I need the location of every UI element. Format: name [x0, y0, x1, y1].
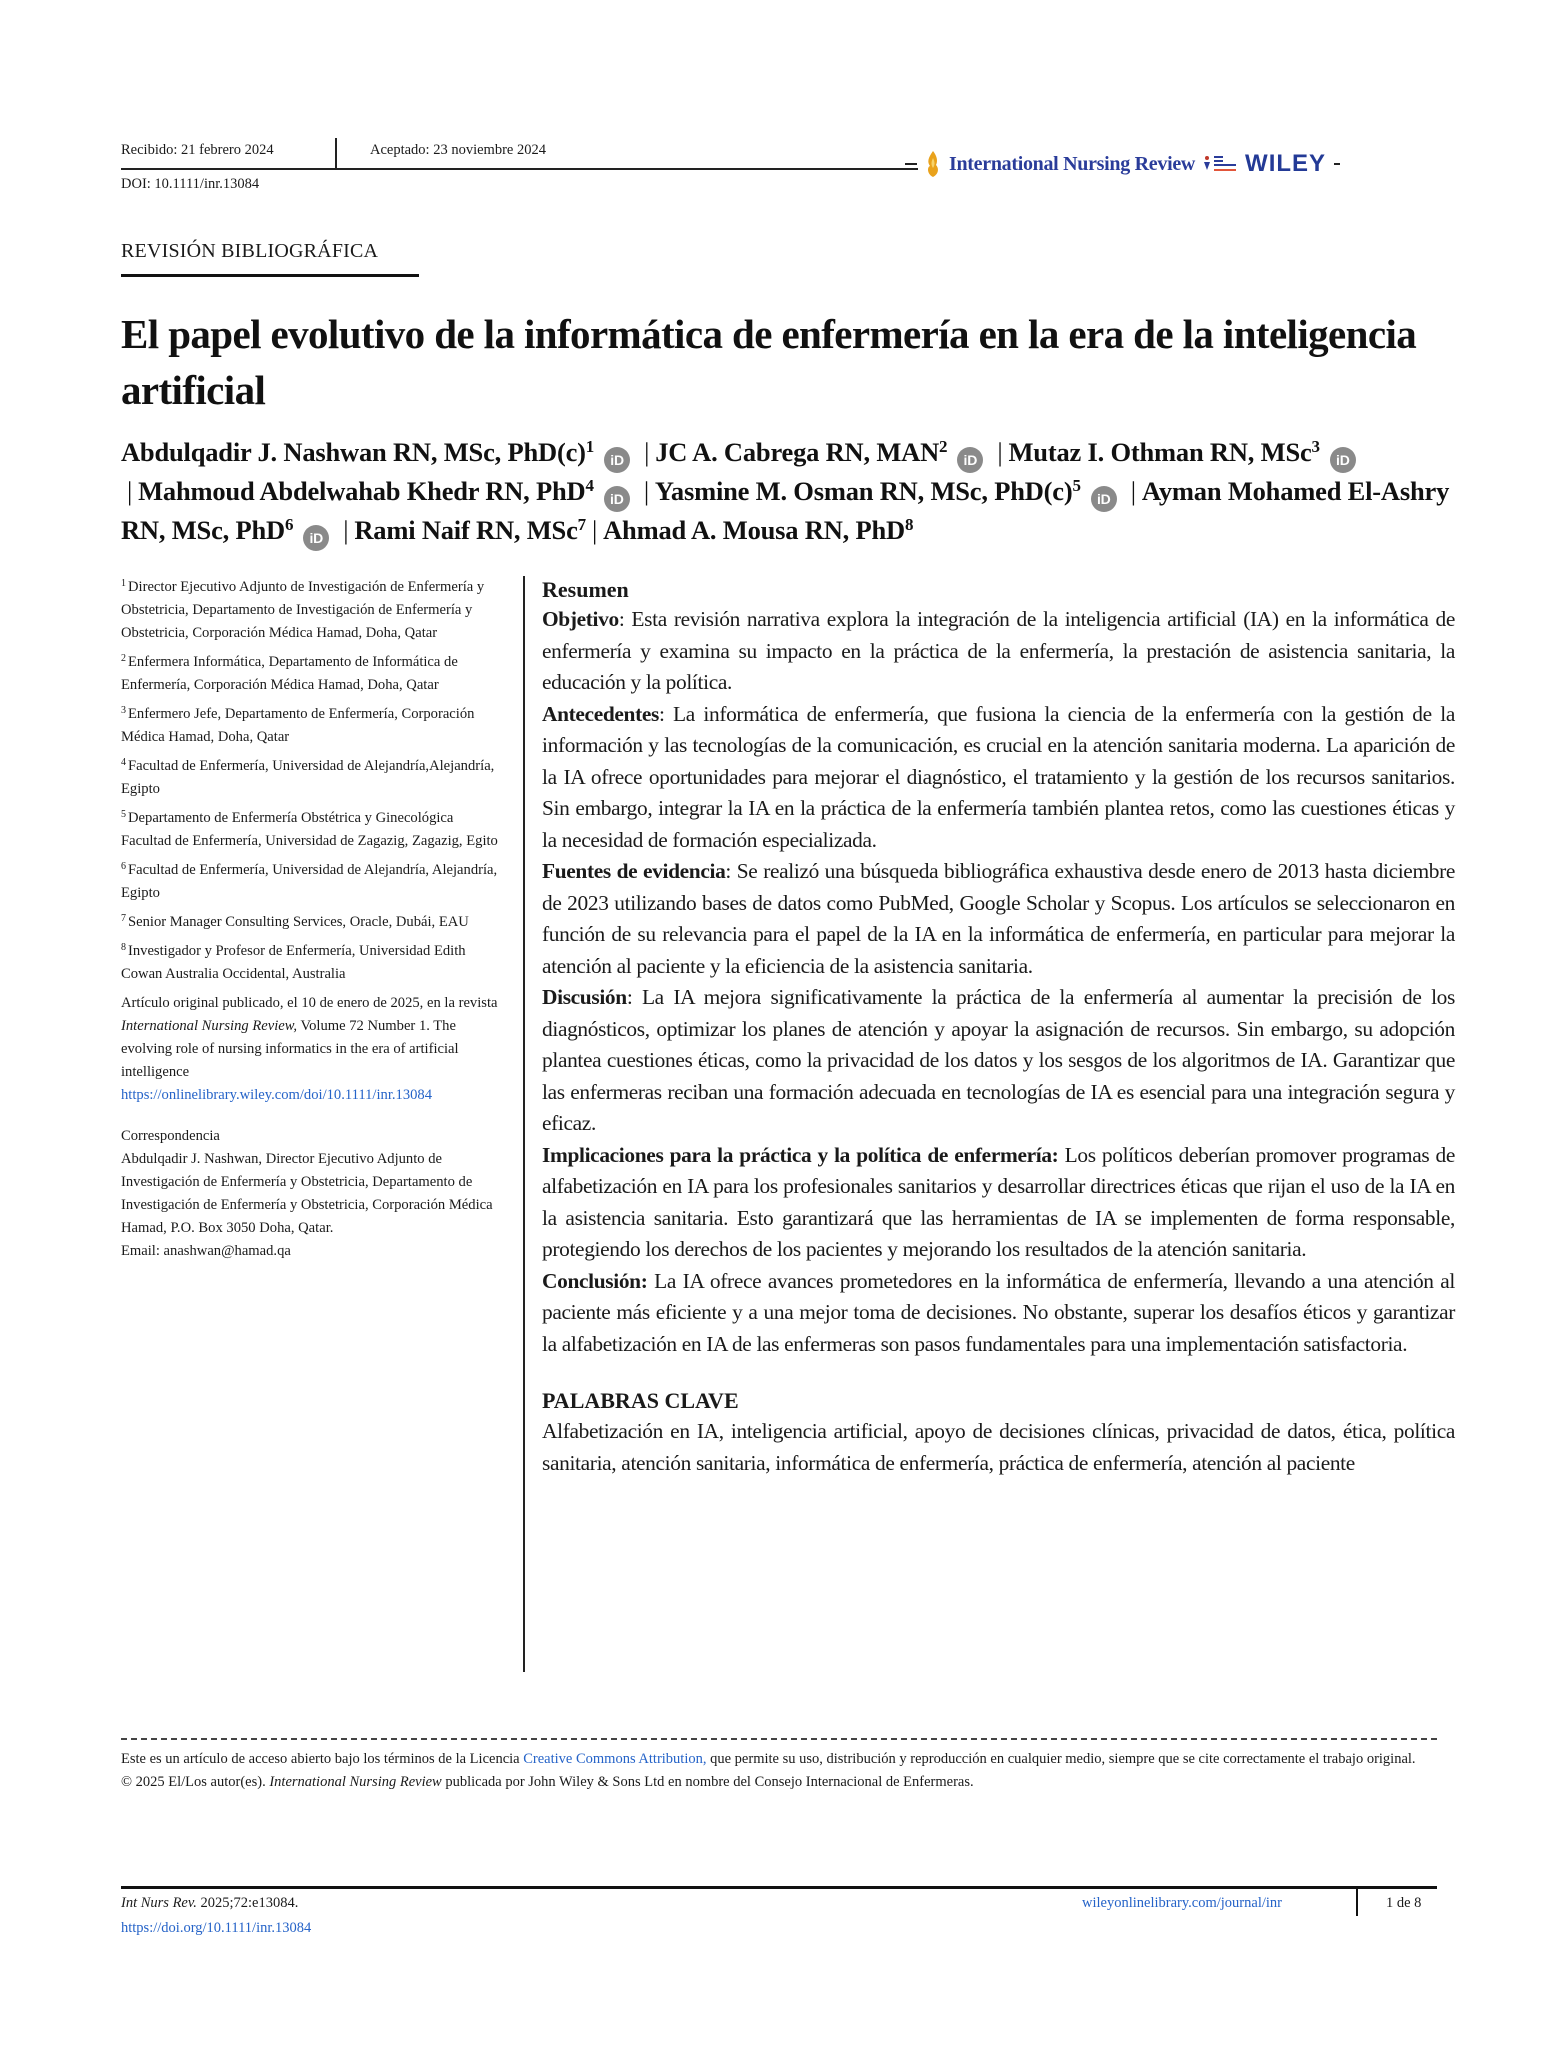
page-number: 1 de 8	[1386, 1895, 1422, 1911]
journal-name: International Nursing Review	[949, 152, 1196, 175]
abstract-section	[542, 982, 1455, 1140]
copyright-journal: International Nursing Review	[269, 1774, 442, 1790]
affiliation-text: Departamento de Enfermería Obstétrica y Ginecológica Facultad de Enfermería, Universidad de Zagazig, Zagazig, Egito	[121, 810, 498, 849]
orcid-icon[interactable]: iD	[303, 525, 329, 551]
abstract-section-text: Esta revisión narrativa explora la integración de la inteligencia artificial (IA) en la informática de enfermería y examina su impacto en la práctica de la enfermería, la prestación de asistencia sanitaria, la educación y la política.	[542, 607, 1456, 694]
keywords-heading: PALABRAS CLAVE	[542, 1388, 739, 1413]
correspondence-text: Abdulqadir J. Nashwan, Director Ejecutivo Adjunto de Investigación de Enfermería y Obstetricia, Departamento de Investigación de Enfermería y Obstetricia, Corporación Médica Hamad, P.O. Box 3050 Doha, Qatar.	[121, 1151, 493, 1236]
license-text	[121, 1748, 1437, 1771]
affiliation-text: Facultad de Enfermería, Universidad de Alejandría, Alejandría, Egipto	[121, 862, 498, 901]
author-separator: |	[997, 437, 1003, 467]
abstract-section	[542, 604, 1455, 699]
article-title: El papel evolutivo de la informática de enfermería en la era de la inteligencia artificial	[121, 311, 1417, 413]
abstract-section-text: Se realizó una búsqueda bibliográfica exhaustiva desde enero de 2013 hasta diciembre de 2023 utilizando bases de datos como PubMed, Google Scholar y Scopus. Los artículos se seleccionaron en función de su relevancia para el papel de la IA en la informática de enfermería, en particular para mejorar la atención al paciente y la eficiencia de la asistencia sanitaria.	[542, 859, 1455, 978]
orcid-icon[interactable]: iD	[1091, 486, 1117, 512]
author: JC A. Cabrega RN, MAN	[655, 437, 940, 467]
copyright-text: © 2025 El/Los autor(es).	[121, 1774, 270, 1790]
affiliation	[121, 940, 506, 986]
publication-note-journal: International Nursing Review,	[121, 1018, 298, 1034]
received-date: Recibido: 21 febrero 2024	[121, 142, 274, 158]
license-divider	[121, 1738, 1437, 1740]
abstract-section-label: Implicaciones para la práctica y la política de enfermería:	[542, 1142, 1059, 1167]
affiliation-number: 5	[121, 809, 126, 820]
abstract-section-label: Objetivo	[542, 607, 619, 631]
abstract-section-text: La IA ofrece avances prometedores en la informática de enfermería, llevando a una atención al paciente más eficiente y a una mejor toma de decisiones. No obstante, superar los desafíos éticos y garantizar la alfabetización en IA de las enfermeras son pasos fundamentales para una implementación satisfactoria.	[542, 1268, 1455, 1356]
abstract	[523, 576, 1455, 1672]
affiliation-text: Enfermera Informática, Departamento de Informática de Enfermería, Corporación Médica Hamad, Doha, Qatar	[121, 654, 458, 693]
affiliation	[121, 755, 506, 801]
affiliation-number: 2	[121, 653, 126, 664]
abstract-section-text: Los políticos deberían promover programas de alfabetización en IA para los profesionales sanitarios y desarrollar directrices éticas que rijan el uso de la IA en la asistencia sanitaria. Esto garantizará que las herramientas de IA se implementen de forma responsable, protegiendo los derechos de los pacientes y mejorando los resultados de la atención sanitaria.	[542, 1142, 1456, 1261]
publication-note-original-title: Volume 72 Number 1. The evolving role of nursing informatics in the era of artificial intelligence	[121, 1018, 459, 1080]
abstract-section-label: Discusión	[542, 985, 627, 1009]
doi: DOI: 10.1111/inr.13084	[121, 176, 260, 192]
abstract-label-separator: :	[725, 859, 737, 883]
affiliation	[121, 859, 506, 905]
affiliation	[121, 807, 506, 853]
affiliation-text: Enfermero Jefe, Departamento de Enfermería, Corporación Médica Hamad, Doha, Qatar	[121, 706, 475, 745]
accepted-date: Aceptado: 23 noviembre 2024	[370, 142, 546, 158]
author-separator: |	[643, 476, 649, 506]
creative-commons-link[interactable]: Creative Commons Attribution,	[523, 1751, 707, 1767]
affiliation-number: 3	[121, 705, 126, 716]
abstract-label-separator: :	[626, 985, 642, 1009]
author-affiliation-number: 1	[585, 437, 595, 456]
correspondence-email[interactable]: Email: anashwan@hamad.qa	[121, 1243, 291, 1259]
footer-divider	[1356, 1886, 1358, 1916]
author-affiliation-number: 7	[577, 515, 586, 534]
copyright-publisher: publicada por John Wiley & Sons Ltd en nombre del Consejo Internacional de Enfermeras.	[441, 1774, 974, 1790]
header-rule	[121, 168, 918, 170]
affiliation-text: Senior Manager Consulting Services, Oracle, Dubái, EAU	[128, 914, 469, 930]
article-type-underline	[121, 274, 419, 277]
footer-citation	[121, 1895, 298, 1912]
affiliation-number: 8	[121, 942, 126, 953]
article-type: REVISIÓN BIBLIOGRÁFICA	[121, 240, 379, 262]
abstract-section	[542, 1140, 1455, 1266]
author: Mutaz I. Othman RN, MSc	[1008, 437, 1312, 467]
author: Abdulqadir J. Nashwan RN, MSc, PhD(c)	[121, 437, 586, 467]
affiliation-text: Facultad de Enfermería, Universidad de Alejandría,Alejandría, Egipto	[121, 758, 495, 797]
author-separator: |	[644, 437, 650, 467]
affiliation	[121, 911, 506, 934]
journal-brand	[905, 150, 1340, 178]
author-separator: |	[1130, 476, 1136, 506]
affiliation-number: 6	[121, 861, 126, 872]
author-affiliation-number: 2	[939, 437, 948, 456]
abstract-heading: Resumen	[542, 577, 629, 602]
author-separator: |	[591, 515, 598, 545]
abstract-section-label: Antecedentes	[542, 701, 659, 726]
license-text-start: Este es un artículo de acceso abierto bajo los términos de la Licencia	[121, 1751, 524, 1767]
flame-logo-icon	[925, 150, 941, 178]
header-divider	[335, 138, 337, 170]
affiliations	[121, 576, 506, 986]
author-affiliation-number: 4	[585, 476, 594, 495]
footer-rule	[121, 1886, 1437, 1889]
orcid-icon[interactable]: iD	[1330, 447, 1356, 473]
correspondence	[121, 1125, 506, 1263]
abstract-section-label: Fuentes de evidencia	[542, 859, 726, 883]
affiliation	[121, 703, 506, 749]
brand-rule-left	[905, 163, 917, 165]
author-affiliation-number: 6	[284, 515, 294, 534]
abstract-label-separator: :	[658, 701, 674, 726]
footer-volume: 2025;72:e13084.	[196, 1895, 299, 1911]
author-affiliation-number: 5	[1072, 476, 1081, 495]
author-list	[121, 434, 1451, 551]
abstract-label-separator: :	[618, 607, 632, 631]
author: Ayman Mohamed El-Ashry RN, MSc, PhD	[121, 476, 1450, 545]
affiliation-number: 7	[121, 913, 126, 924]
author-affiliation-number: 8	[904, 515, 914, 534]
orcid-icon[interactable]: iD	[957, 447, 983, 473]
journal-site-link[interactable]: wileyonlinelibrary.com/journal/inr	[1082, 1895, 1282, 1911]
icn-logo-icon	[1203, 153, 1237, 175]
author-separator: |	[343, 515, 349, 545]
abstract-section-text: La informática de enfermería, que fusiona la ciencia de la enfermería con la gestión de la información y las tecnologías de la comunicación, es crucial en la atención sanitaria moderna. La aparición de la IA ofrece oportunidades para mejorar el diagnóstico, el tratamiento y la gestión de los recursos sanitarios. Sin embargo, integrar la IA en la práctica de la enfermería también plantea retos, como las cuestiones éticas y la necesidad de formación especializada.	[542, 701, 1455, 852]
author: Rami Naif RN, MSc	[354, 515, 578, 545]
affiliation-number: 1	[121, 578, 126, 589]
brand-rule-right	[1334, 163, 1340, 165]
affiliations-column	[121, 576, 506, 1263]
abstract-section	[542, 1266, 1455, 1361]
keywords-text: Alfabetización en IA, inteligencia artificial, apoyo de decisiones clínicas, privacidad de datos, ética, política sanitaria, atención sanitaria, informática de enfermería, práctica de enfermería, atención al paciente	[542, 1419, 1455, 1475]
orcid-icon[interactable]: iD	[604, 486, 630, 512]
orcid-icon[interactable]: iD	[604, 447, 630, 473]
affiliation	[121, 651, 506, 697]
footer-doi-link[interactable]: https://doi.org/10.1111/inr.13084	[121, 1920, 312, 1936]
license-text-end: que permite su uso, distribución y reproducción en cualquier medio, siempre que se cite correctamente el trabajo original.	[706, 1751, 1416, 1767]
original-article-link[interactable]: https://onlinelibrary.wiley.com/doi/10.1111/inr.13084	[121, 1087, 433, 1103]
affiliation	[121, 576, 506, 645]
abstract-sections	[542, 604, 1455, 1360]
footer-journal-abbrev: Int Nurs Rev.	[121, 1895, 197, 1911]
correspondence-heading: Correspondencia	[121, 1128, 220, 1144]
abstract-section-label: Conclusión:	[542, 1268, 648, 1293]
affiliation-text: Investigador y Profesor de Enfermería, Universidad Edith Cowan Australia Occidental, Australia	[121, 943, 466, 982]
abstract-section	[542, 699, 1455, 857]
author-separator: |	[127, 476, 133, 506]
publication-note-text: Artículo original publicado, el 10 de enero de 2025, en la revista	[121, 995, 498, 1011]
license-notice	[121, 1748, 1437, 1794]
publication-note	[121, 992, 506, 1107]
publisher-logo: WILEY	[1245, 150, 1327, 177]
author: Ahmad A. Mousa RN, PhD	[603, 515, 905, 545]
affiliation-number: 4	[121, 757, 126, 768]
author: Mahmoud Abdelwahab Khedr RN, PhD	[138, 476, 586, 506]
author: Yasmine M. Osman RN, MSc, PhD(c)	[654, 476, 1073, 506]
author-affiliation-number: 3	[1311, 437, 1320, 456]
affiliation-text: Director Ejecutivo Adjunto de Investigación de Enfermería y Obstetricia, Departamento de Investigación de Enfermería y Obstetricia, Corporación Médica Hamad, Doha, Qatar	[121, 579, 485, 641]
abstract-section-text: La IA mejora significativamente la práctica de la enfermería al aumentar la precisión de los diagnósticos, optimizar los planes de atención y apoyar la asignación de recursos. Sin embargo, su adopción plantea cuestiones éticas, como la privacidad de los datos y los sesgos de los algoritmos de IA. Garantizar que las enfermeras reciban una formación adecuada en tecnologías de IA es esencial para una integración segura y eficaz.	[542, 985, 1455, 1135]
abstract-section	[542, 856, 1455, 982]
copyright	[121, 1771, 1437, 1794]
